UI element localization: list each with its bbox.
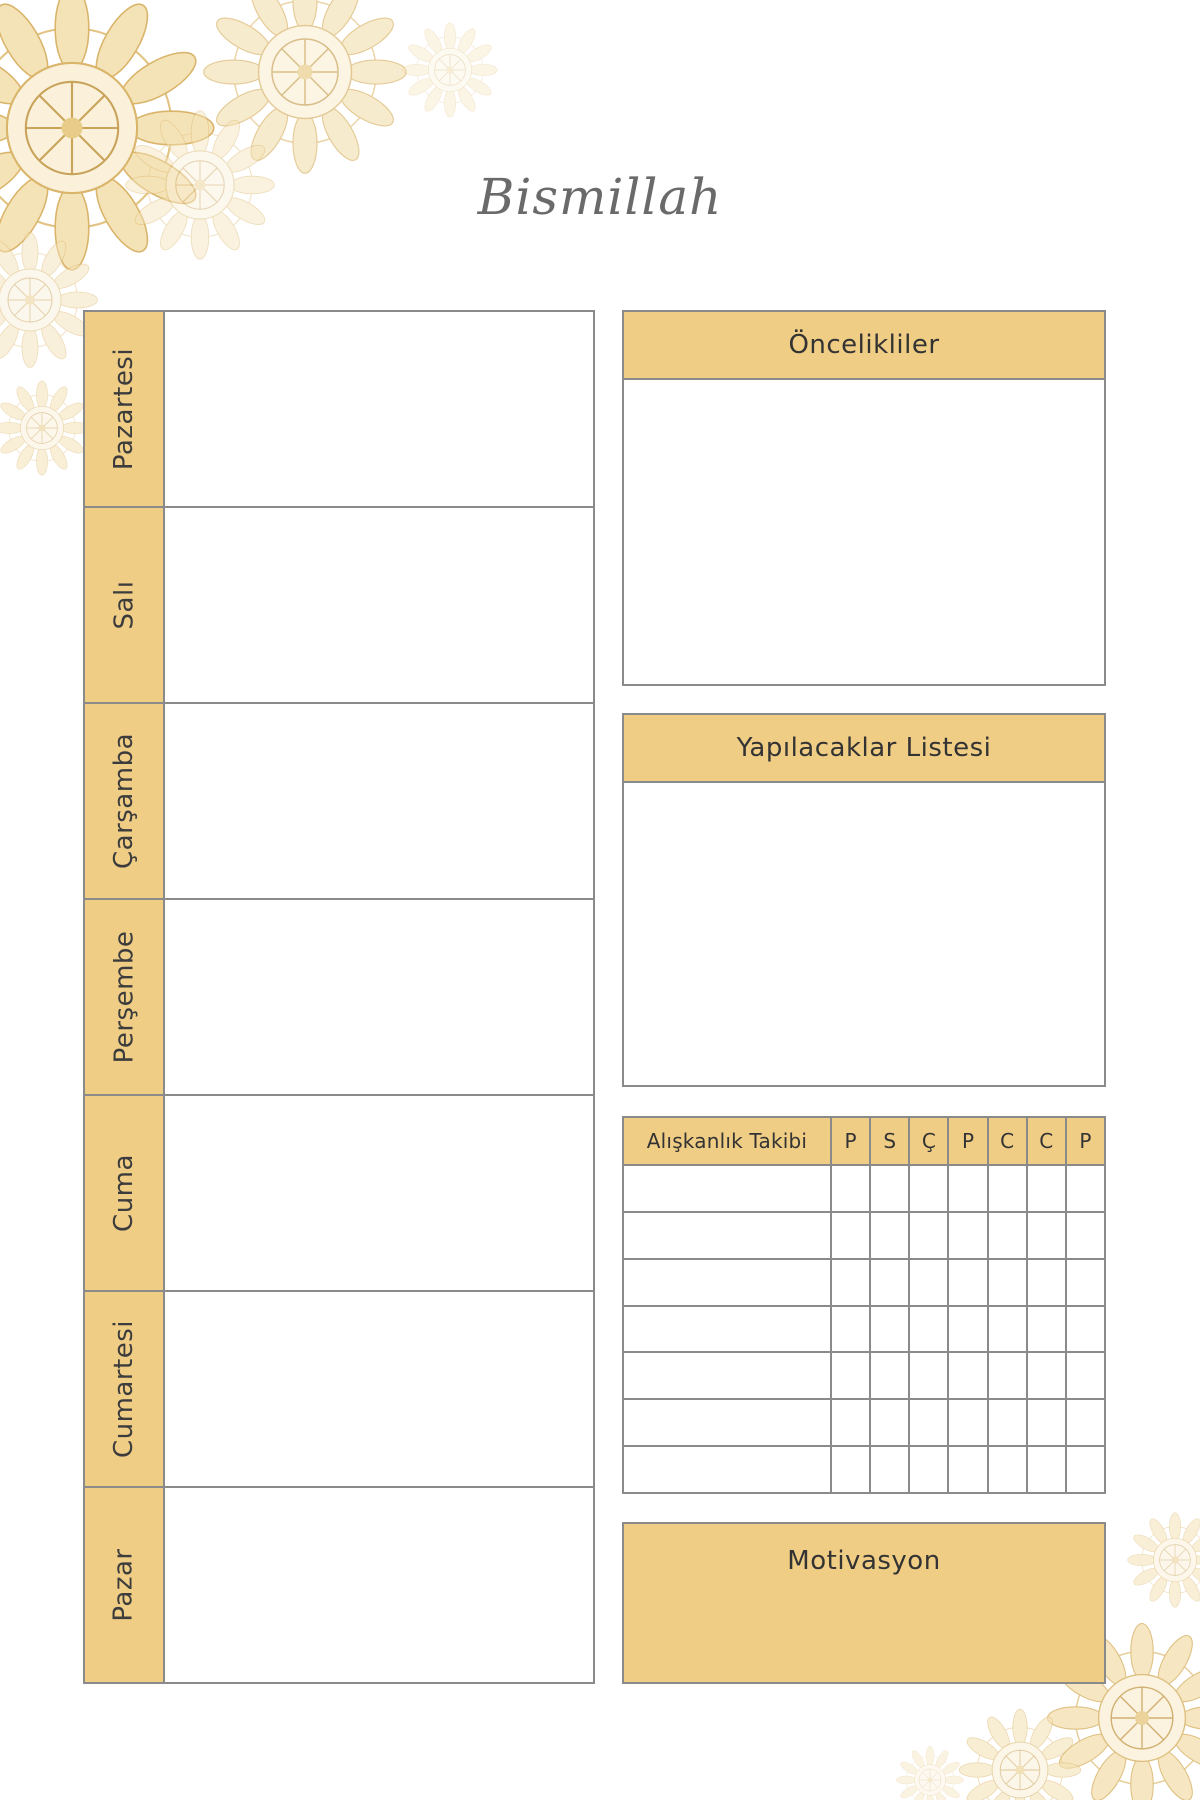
habit-name-cell[interactable] bbox=[623, 1399, 831, 1446]
day-label-text: Pazartesi bbox=[109, 347, 139, 471]
habit-name-cell[interactable] bbox=[623, 1165, 831, 1212]
habit-check-cell[interactable] bbox=[831, 1446, 870, 1493]
habit-check-cell[interactable] bbox=[870, 1259, 909, 1306]
habit-check-cell[interactable] bbox=[1066, 1399, 1105, 1446]
habit-check-cell[interactable] bbox=[909, 1259, 948, 1306]
habit-row bbox=[623, 1212, 1105, 1259]
priorities-writing-area[interactable] bbox=[624, 380, 1104, 686]
habit-row bbox=[623, 1399, 1105, 1446]
habit-day-header: Ç bbox=[909, 1117, 948, 1165]
habit-day-header: C bbox=[1027, 1117, 1066, 1165]
day-row-sunday bbox=[85, 1488, 593, 1682]
motivation-box[interactable] bbox=[622, 1522, 1106, 1684]
motivation-title: Motivasyon bbox=[787, 1546, 941, 1576]
habit-check-cell[interactable] bbox=[909, 1399, 948, 1446]
habit-check-cell[interactable] bbox=[948, 1352, 987, 1399]
day-writing-area[interactable] bbox=[165, 704, 593, 898]
day-label-text: Çarşamba bbox=[109, 732, 139, 870]
day-writing-area[interactable] bbox=[165, 1096, 593, 1290]
habit-day-header: S bbox=[870, 1117, 909, 1165]
day-label bbox=[85, 312, 165, 506]
day-row-wednesday bbox=[85, 704, 593, 900]
day-row-tuesday bbox=[85, 508, 593, 704]
habit-check-cell[interactable] bbox=[1027, 1446, 1066, 1493]
day-label bbox=[85, 508, 165, 702]
habit-check-cell[interactable] bbox=[1066, 1165, 1105, 1212]
habit-rows bbox=[623, 1165, 1105, 1493]
habit-check-cell[interactable] bbox=[948, 1165, 987, 1212]
day-label-text: Salı bbox=[108, 580, 139, 630]
habit-tracker-table bbox=[622, 1116, 1106, 1494]
habit-check-cell[interactable] bbox=[948, 1399, 987, 1446]
day-label-text: Cumartesi bbox=[109, 1319, 140, 1459]
habit-name-cell[interactable] bbox=[623, 1446, 831, 1493]
habit-check-cell[interactable] bbox=[1027, 1212, 1066, 1259]
habit-check-cell[interactable] bbox=[870, 1165, 909, 1212]
day-label bbox=[85, 1096, 165, 1290]
habit-day-header: P bbox=[1066, 1117, 1105, 1165]
habit-row bbox=[623, 1165, 1105, 1212]
habit-check-cell[interactable] bbox=[870, 1306, 909, 1353]
day-row-monday bbox=[85, 312, 593, 508]
day-row-friday bbox=[85, 1096, 593, 1292]
habit-check-cell[interactable] bbox=[831, 1165, 870, 1212]
habit-tracker-title: Alışkanlık Takibi bbox=[623, 1117, 831, 1165]
habit-name-cell[interactable] bbox=[623, 1306, 831, 1353]
habit-check-cell[interactable] bbox=[1027, 1399, 1066, 1446]
habit-check-cell[interactable] bbox=[948, 1259, 987, 1306]
day-row-thursday bbox=[85, 900, 593, 1096]
habit-check-cell[interactable] bbox=[909, 1306, 948, 1353]
habit-check-cell[interactable] bbox=[988, 1306, 1027, 1353]
habit-check-cell[interactable] bbox=[870, 1212, 909, 1259]
habit-row bbox=[623, 1352, 1105, 1399]
habit-check-cell[interactable] bbox=[909, 1446, 948, 1493]
habit-check-cell[interactable] bbox=[831, 1306, 870, 1353]
todo-header: Yapılacaklar Listesi bbox=[624, 715, 1104, 783]
habit-check-cell[interactable] bbox=[831, 1399, 870, 1446]
todo-box bbox=[622, 713, 1106, 1087]
day-label bbox=[85, 704, 165, 898]
habit-check-cell[interactable] bbox=[1066, 1306, 1105, 1353]
day-label bbox=[85, 1488, 165, 1682]
habit-check-cell[interactable] bbox=[1027, 1352, 1066, 1399]
page-title: Bismillah bbox=[477, 168, 723, 226]
habit-name-cell[interactable] bbox=[623, 1352, 831, 1399]
habit-day-header: P bbox=[948, 1117, 987, 1165]
habit-name-cell[interactable] bbox=[623, 1259, 831, 1306]
day-writing-area[interactable] bbox=[165, 312, 593, 506]
habit-check-cell[interactable] bbox=[988, 1446, 1027, 1493]
day-writing-area[interactable] bbox=[165, 1488, 593, 1682]
habit-check-cell[interactable] bbox=[1027, 1259, 1066, 1306]
habit-check-cell[interactable] bbox=[948, 1212, 987, 1259]
day-label bbox=[85, 1292, 165, 1486]
habit-check-cell[interactable] bbox=[909, 1165, 948, 1212]
day-writing-area[interactable] bbox=[165, 1292, 593, 1486]
habit-check-cell[interactable] bbox=[870, 1399, 909, 1446]
weekly-planner bbox=[83, 310, 595, 1684]
habit-check-cell[interactable] bbox=[1066, 1212, 1105, 1259]
habit-check-cell[interactable] bbox=[988, 1259, 1027, 1306]
habit-name-cell[interactable] bbox=[623, 1212, 831, 1259]
day-label-text: Pazar bbox=[109, 1548, 139, 1622]
habit-check-cell[interactable] bbox=[1066, 1352, 1105, 1399]
habit-header-row bbox=[623, 1117, 1105, 1165]
habit-check-cell[interactable] bbox=[831, 1259, 870, 1306]
habit-check-cell[interactable] bbox=[948, 1306, 987, 1353]
habit-check-cell[interactable] bbox=[948, 1446, 987, 1493]
habit-check-cell[interactable] bbox=[1027, 1165, 1066, 1212]
habit-row bbox=[623, 1446, 1105, 1493]
day-label-text: Cuma bbox=[109, 1154, 139, 1232]
habit-check-cell[interactable] bbox=[831, 1212, 870, 1259]
priorities-header: Öncelikliler bbox=[624, 312, 1104, 380]
habit-check-cell[interactable] bbox=[870, 1352, 909, 1399]
habit-check-cell[interactable] bbox=[909, 1352, 948, 1399]
day-writing-area[interactable] bbox=[165, 900, 593, 1094]
habit-check-cell[interactable] bbox=[831, 1352, 870, 1399]
habit-check-cell[interactable] bbox=[988, 1212, 1027, 1259]
day-writing-area[interactable] bbox=[165, 508, 593, 702]
habit-check-cell[interactable] bbox=[1066, 1259, 1105, 1306]
habit-row bbox=[623, 1306, 1105, 1353]
habit-day-header: P bbox=[831, 1117, 870, 1165]
habit-check-cell[interactable] bbox=[988, 1165, 1027, 1212]
habit-check-cell[interactable] bbox=[988, 1399, 1027, 1446]
day-label bbox=[85, 900, 165, 1094]
day-label-text: Perşembe bbox=[109, 930, 139, 1064]
habit-check-cell[interactable] bbox=[1066, 1446, 1105, 1493]
habit-check-cell[interactable] bbox=[988, 1352, 1027, 1399]
habit-row bbox=[623, 1259, 1105, 1306]
habit-check-cell[interactable] bbox=[1027, 1306, 1066, 1353]
day-row-saturday bbox=[85, 1292, 593, 1488]
priorities-box bbox=[622, 310, 1106, 686]
habit-check-cell[interactable] bbox=[909, 1212, 948, 1259]
todo-writing-area[interactable] bbox=[624, 783, 1104, 1087]
habit-day-header: C bbox=[988, 1117, 1027, 1165]
habit-check-cell[interactable] bbox=[870, 1446, 909, 1493]
